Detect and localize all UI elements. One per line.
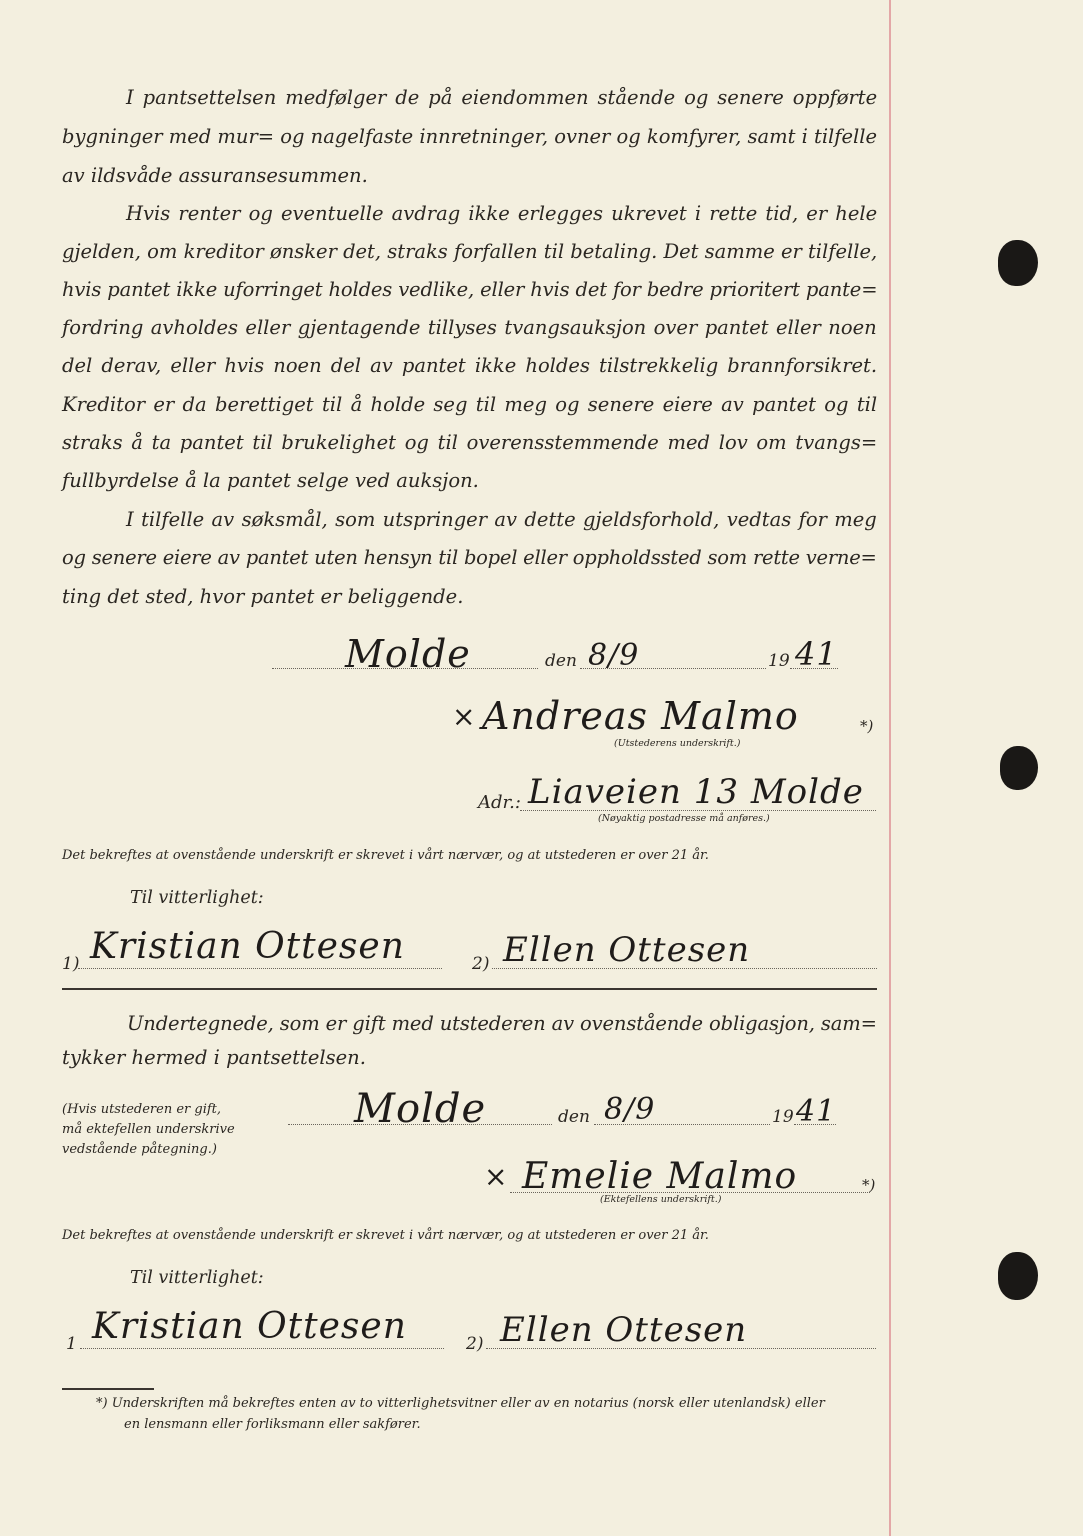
issuer-witness2: Ellen Ottesen [503, 930, 751, 970]
spouse-note-line-1: (Hvis utstederen er gift, [62, 1102, 222, 1117]
p2-line-7: straks å ta pantet til brukelighet og til overensstemmende med lov om tvangs= [62, 431, 878, 454]
spouse-witness1-line [80, 1348, 444, 1349]
issuer-witness2-num: 2) [472, 954, 490, 974]
p3-line-2: og senere eiere av pantet uten hensyn til bopel eller oppholdssted som rette verne= [62, 546, 877, 569]
spouse-note-line-2: må ektefellen underskrive [62, 1122, 235, 1137]
issuer-date: 8/9 [588, 638, 640, 673]
spouse-place: Molde [354, 1086, 487, 1132]
issuer-witness-label: Til vitterlighet: [130, 888, 264, 908]
issuer-signature: Andreas Malmo [482, 694, 799, 738]
footnote-line-1: *) Underskriften må bekreftes enten av to vitterlighetsvitner eller av en notarius (norsk eller utenlandsk) eller [96, 1396, 825, 1411]
address-caption: (Nøyaktig postadresse må anføres.) [598, 813, 770, 824]
p1-line-3: av ildsvåde assuransesummen. [62, 164, 368, 187]
spouse-witness-label: Til vitterlighet: [130, 1268, 264, 1288]
issuer-year-prefix: 19 [768, 651, 790, 671]
p2-line-5: del derav, eller hvis noen del av pantet ikke holdes tilstrekkelig brannforsikret. [62, 354, 878, 377]
spouse-date: 8/9 [604, 1092, 656, 1127]
issuer-signature-mark: × [452, 700, 477, 733]
punch-hole-top [998, 240, 1038, 286]
spouse-signature: Emelie Malmo [522, 1156, 798, 1197]
spouse-signature-caption: (Ektefellens underskrift.) [600, 1194, 722, 1205]
section-separator [62, 988, 877, 990]
issuer-den-label: den [545, 651, 577, 671]
issuer-witness1: Kristian Ottesen [90, 926, 405, 967]
address-value: Liaveien 13 Molde [528, 772, 864, 812]
p2-line-2: gjelden, om kreditor ønsker det, straks forfallen til betaling. Det samme er tilfelle, [62, 240, 878, 263]
spouse-signature-suffix: *) [862, 1176, 876, 1194]
p3-line-3: ting det sted, hvor pantet er beliggende. [62, 585, 464, 608]
consent-line-1: Undertegnede, som er gift med utstederen av ovenstående obligasjon, sam= [127, 1012, 877, 1035]
spouse-signature-mark: × [484, 1160, 509, 1193]
p1-line-2: bygninger med mur= og nagelfaste innretninger, ovner og komfyrer, samt i tilfelle [62, 125, 877, 148]
p2-line-3: hvis pantet ikke uforringet holdes vedlike, eller hvis det for bedre prioritert pante= [62, 278, 878, 301]
spouse-note-line-3: vedstående påtegning.) [62, 1142, 217, 1157]
spouse-witness1: Kristian Ottesen [92, 1306, 407, 1347]
spouse-witness2: Ellen Ottesen [500, 1310, 748, 1350]
punch-hole-bottom [998, 1252, 1038, 1300]
p1-line-1: I pantsettelsen medfølger de på eiendommen stående og senere oppførte [126, 86, 878, 109]
margin-line [889, 0, 891, 1536]
spouse-confirmation: Det bekreftes at ovenstående underskrift er skrevet i vårt nærvær, og at utstederen er over 21 år. [62, 1228, 709, 1243]
issuer-confirmation: Det bekreftes at ovenstående underskrift er skrevet i vårt nærvær, og at utstederen er over 21 år. [62, 848, 709, 863]
p2-line-8: fullbyrdelse å la pantet selge ved auksjon. [62, 469, 479, 492]
issuer-signature-suffix: *) [860, 717, 874, 735]
footnote-line-2: en lensmann eller forliksmann eller sakfører. [124, 1417, 421, 1432]
footnote-rule [62, 1388, 154, 1390]
spouse-year-prefix: 19 [772, 1107, 794, 1127]
p2-line-1: Hvis renter og eventuelle avdrag ikke erlegges ukrevet i rette tid, er hele [126, 202, 878, 225]
issuer-witness1-line [78, 968, 442, 969]
spouse-den-label: den [558, 1107, 590, 1127]
issuer-year-suffix: 41 [795, 635, 838, 673]
punch-hole-middle [1000, 746, 1038, 790]
issuer-signature-caption: (Utstederens underskrift.) [614, 738, 741, 749]
spouse-year-suffix: 41 [796, 1094, 837, 1129]
issuer-place: Molde [345, 632, 471, 676]
spouse-witness1-num: 1 [66, 1334, 77, 1354]
p2-line-4: fordring avholdes eller gjentagende tillyses tvangsauksjon over pantet eller noen [62, 316, 877, 339]
p2-line-6: Kreditor er da berettiget til å holde seg til meg og senere eiere av pantet og til [62, 393, 878, 416]
spouse-witness2-num: 2) [466, 1334, 484, 1354]
p3-line-1: I tilfelle av søksmål, som utspringer av dette gjeldsforhold, vedtas for meg [126, 508, 877, 531]
issuer-witness1-num: 1) [62, 954, 80, 974]
consent-line-2: tykker hermed i pantsettelsen. [62, 1046, 366, 1069]
address-label: Adr.: [478, 792, 521, 813]
